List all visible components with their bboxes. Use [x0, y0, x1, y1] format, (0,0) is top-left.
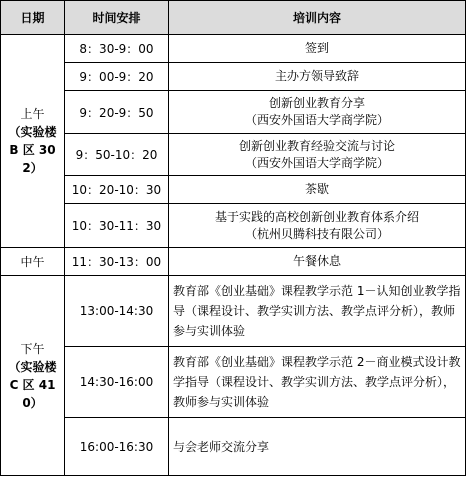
time-cell: 11：30-13：00 — [65, 248, 169, 276]
period-afternoon — [1, 276, 65, 476]
content-cell: 教育部《创业基础》课程教学示范 2－商业模式设计教学指导（课程设计、教学实训方法、教学点评分析），教师参与实训体验 — [169, 347, 466, 418]
content-cell — [169, 63, 466, 91]
time-cell: 16:00-16:30 — [65, 418, 169, 476]
content-line: 茶歇 — [304, 182, 329, 196]
content-line: 签到 — [304, 41, 329, 55]
time-cell: 10：20-10：30 — [65, 176, 169, 204]
schedule-row — [1, 248, 466, 276]
content-line: 午餐休息 — [292, 254, 341, 268]
time-cell: 10：30-11：30 — [65, 204, 169, 248]
content-cell — [169, 35, 466, 63]
content-cell — [169, 248, 466, 276]
content-cell — [169, 91, 466, 134]
content-cell: 与会老师交流分享 — [169, 418, 466, 476]
content-cell — [169, 134, 466, 176]
schedule-row — [1, 91, 466, 134]
schedule-row — [1, 204, 466, 248]
time-cell: 9：00-9：20 — [65, 63, 169, 91]
time-cell: 13:00-14:30 — [65, 276, 169, 347]
content-line: 创新创业教育分享 — [268, 96, 365, 110]
schedule-row — [1, 35, 466, 63]
time-cell: 8：30-9：00 — [65, 35, 169, 63]
header-date: 日期 — [1, 1, 65, 35]
content-line: （西安外国语大学商学院） — [244, 113, 389, 127]
header-content: 培训内容 — [169, 1, 466, 35]
period-noon — [1, 248, 65, 276]
time-cell: 9：50-10：20 — [65, 134, 169, 176]
schedule-row — [1, 134, 466, 176]
header-time: 时间安排 — [65, 1, 169, 35]
period-morning — [1, 35, 65, 248]
content-cell — [169, 176, 466, 204]
location-label: （实验楼 C 区 410） — [8, 359, 57, 410]
header-row — [1, 1, 466, 35]
schedule-row — [1, 63, 466, 91]
content-line: 主办方领导致辞 — [274, 69, 359, 83]
schedule-row — [1, 418, 466, 476]
time-cell: 9：20-9：50 — [65, 91, 169, 134]
time-cell: 14:30-16:00 — [65, 347, 169, 418]
content-line: 基于实践的高校创新创业教育体系介绍 — [214, 209, 419, 224]
location-label: （实验楼 B 区 302） — [8, 125, 57, 175]
content-line: （杭州贝腾科技有限公司） — [244, 226, 389, 241]
period-label: 下午 — [20, 341, 45, 356]
period-label: 中午 — [20, 254, 45, 269]
schedule-row — [1, 276, 466, 347]
content-line: 创新创业教育经验交流与讨论 — [238, 138, 395, 153]
schedule-row — [1, 176, 466, 204]
schedule-row — [1, 347, 466, 418]
content-cell: 教育部《创业基础》课程教学示范 1－认知创业教学指导（课程设计、教学实训方法、教学点评分析），教师参与实训体验 — [169, 276, 466, 347]
period-label: 上午 — [20, 107, 45, 121]
content-cell — [169, 204, 466, 248]
content-line: （西安外国语大学商学院） — [244, 155, 389, 170]
